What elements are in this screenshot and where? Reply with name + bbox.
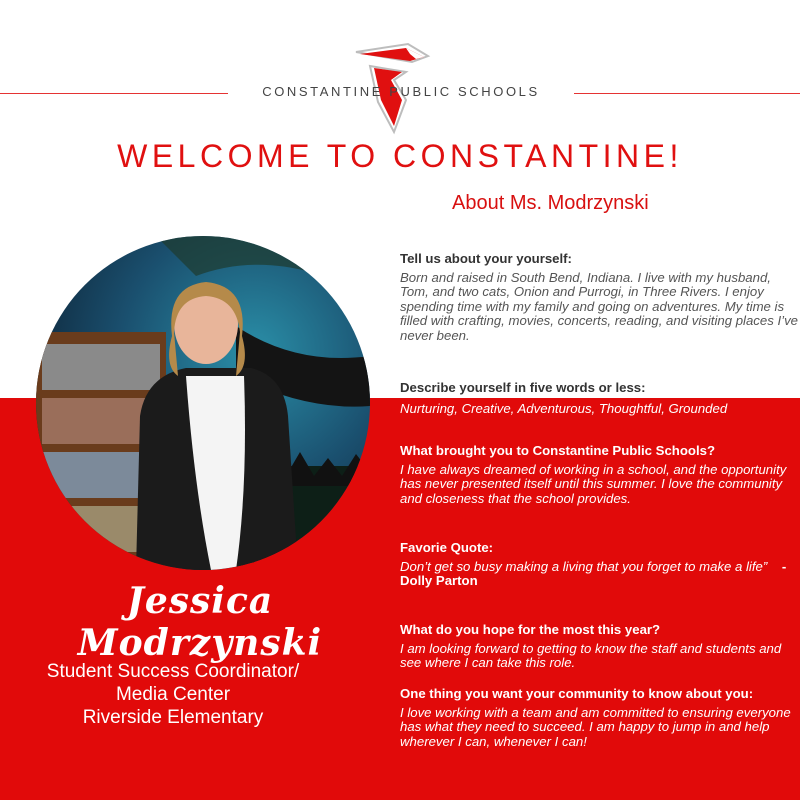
answer — [400, 560, 798, 589]
question: Tell us about your yourself: — [400, 251, 572, 266]
school-name: CONSTANTINE PUBLIC SCHOOLS — [262, 84, 540, 99]
answer: Nurturing, Creative, Adventurous, Thoughtful, Grounded — [400, 401, 728, 416]
welcome-heading: WELCOME TO CONSTANTINE! — [117, 138, 683, 174]
quote-attribution: -Dolly Parton — [400, 558, 787, 589]
answer: I am looking forward to getting to know the staff and students and see where I can take this role. — [400, 640, 782, 671]
answer: I have always dreamed of working in a school, and the opportunity has never presented itself until this summer. I love the community and closeness that the school provides. — [400, 461, 787, 506]
header-rule-left — [0, 93, 228, 94]
staff-role — [0, 660, 346, 729]
quote-text: Don’t get so busy making a living that you forget to make a life” — [400, 558, 768, 574]
qa-what-brought-you — [400, 444, 798, 506]
qa-about-yourself — [400, 252, 798, 344]
question: Favorie Quote: — [400, 540, 494, 555]
profile-photo — [36, 236, 370, 570]
question: What do you hope for the most this year? — [400, 622, 661, 637]
school-location: Riverside Elementary — [82, 707, 264, 728]
question: One thing you want your community to know about you: — [400, 686, 754, 701]
qa-hope-this-year — [400, 623, 798, 671]
question: Describe yourself in five words or less: — [400, 380, 646, 395]
qa-favorite-quote — [400, 541, 798, 589]
answer: Born and raised in South Bend, Indiana. I live with my husband, Tom, and two cats, Onion and Purrogi, in Three Rivers. I enjoy spending time with my family and going on adventures. My time is filled with crafting, movies, concerts, reading, and visiting places I’ve never been. — [400, 269, 799, 343]
header-rule-right — [574, 93, 800, 94]
staff-name: Jessica Modrzynski — [77, 580, 323, 664]
answer: I love working with a team and am committed to ensuring everyone has what they need to succeed. I am happy to jump in and help wherever I can, whenever I can! — [400, 704, 791, 749]
qa-community — [400, 687, 798, 749]
about-title: About Ms. Modrzynski — [452, 192, 649, 214]
question: What brought you to Constantine Public Schools? — [400, 443, 716, 458]
role-line-1: Student Success Coordinator/ — [46, 661, 300, 682]
qa-five-words — [400, 381, 798, 396]
role-line-2: Media Center — [115, 684, 231, 705]
qa-five-words-answer — [400, 402, 798, 417]
